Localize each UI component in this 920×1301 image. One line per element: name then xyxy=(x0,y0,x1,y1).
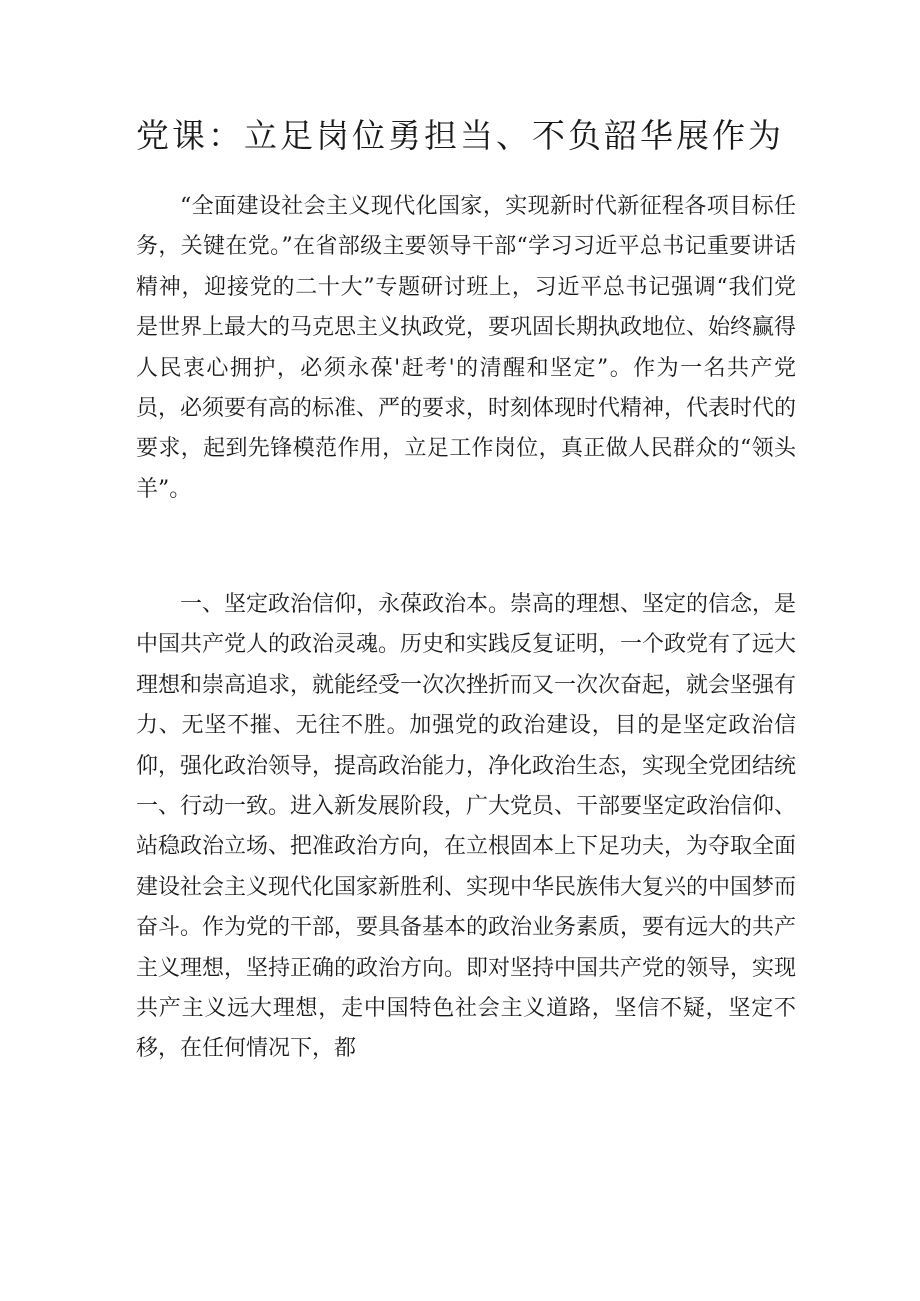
document-title: 党课：立足岗位勇担当、不负韶华展作为 xyxy=(136,116,784,155)
paragraph-section-one: 一、坚定政治信仰，永葆政治本。崇高的理想、坚定的信念，是中国共产党人的政治灵魂。历史和实践反复证明，一个政党有了远大理想和崇高追求，就能经受一次次挫折而又一次次奋起，就会坚强有力、无坚不摧、无往不胜。加强党的政治建设，目的是坚定政治信仰，强化政治领导，提高政治能力，净化政治生态，实现全党团结统一、行动一致。进入新发展阶段，广大党员、干部要坚定政治信仰、站稳政治立场、把准政治方向，在立根固本上下足功夫，为夺取全面建设社会主义现代化国家新胜利、实现中华民族伟大复兴的中国梦而奋斗。作为党的干部，要具备基本的政治业务素质，要有远大的共产主义理想，坚持正确的政治方向。即对坚持中国共产党的领导，实现共产主义远大理想，走中国特色社会主义道路，坚信不疑，坚定不移，在任何情况下，都 xyxy=(136,592,797,1062)
paragraph-intro: “全面建设社会主义现代化国家，实现新时代新征程各项目标任务，关键在党。”在省部级主要领导干部“学习习近平总书记重要讲话精神，迎接党的二十大”专题研讨班上，习近平总书记强调“我们党是世界上最大的马克思主义执政党，要巩固长期执政地位、始终赢得人民衷心拥护，必须永葆'赶考'的清醒和坚定”。作为一名共产党员，必须要有高的标准、严的要求，时刻体现时代精神，代表时代的要求，起到先锋模范作用，立足工作岗位，真正做人民群众的“领头羊”。 xyxy=(136,194,797,502)
